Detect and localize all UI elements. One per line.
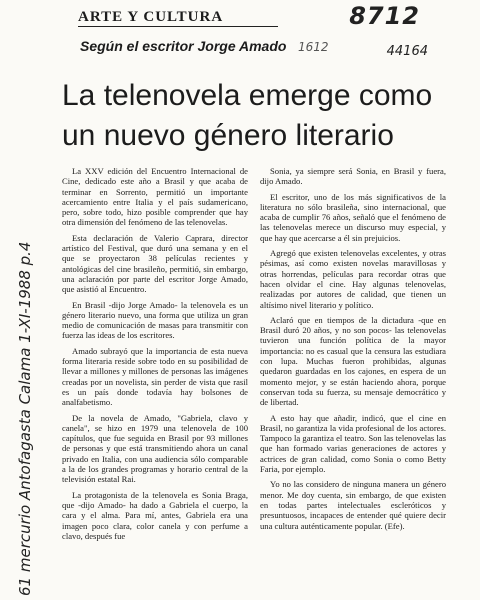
- paragraph: Amado subrayó que la importancia de esta nueva forma literaria reside sobre todo en su posibilidad de llevar a millones y millones de personas las imágenes creadas por un novelista, sin perder de vista que rasil es un país donde todavía hay bolsones de analfabetismo.: [62, 345, 248, 408]
- paragraph: Aclaró que en tiempos de la dictadura -que en Brasil duró 20 años, y no son pocos- las telenovelas tuvieron una función política de la mayor importancia: no es casual que la censura las estudiara con lupa. Muchas fueron prohibidas, algunas quedaron guardadas en los cajones, en espera de un momento mejor, y se están haciendo ahora, porque conservan toda su fuerza, su mensaje democrático y de libertad.: [260, 314, 446, 408]
- handwritten-side-note: 61 mercurio Antofagasta Calama 1-XI-1988 p.4: [16, 241, 34, 596]
- paragraph: A esto hay que añadir, indicó, que el cine en Brasil, no garantiza la vida profesional de los actores. Tampoco la garantiza el teatro. Son las telenovelas las que han formado varias generaciones de actores y actrices de gran calidad, como Sonia o como Betty Faria, por ejemplo.: [260, 412, 446, 475]
- article-byline: Según el escritor Jorge Amado: [80, 38, 287, 54]
- headline-line-1: La telenovela emerge como: [62, 79, 433, 112]
- paragraph: Yo no las considero de ninguna manera un género menor. Me doy cuenta, sin embargo, de que existen en todas partes intelectuales escleróticos y presuntuosos, incapaces de entender qué quiere decir una cultura auténticamente popular. (Efe).: [260, 479, 446, 531]
- article-headline: [62, 76, 462, 156]
- paragraph: En Brasil -dijo Jorge Amado- la telenovela es un género literario nuevo, una forma que utiliza un gran medio de comunicación de masas para transmitir con fuerza las ideas de los escritores.: [62, 299, 248, 341]
- paragraph: La XXV edición del Encuentro Internacional de Cine, dedicado este año a Brasil y que acaba de terminar en Sorrento, permitió un importante acercamiento entre Italia y el país sudamericano, pero, sobre todo, hizo posible comprender que hay otra dimensión del fenómeno de las telenovelas.: [62, 166, 248, 228]
- section-header: [78, 8, 278, 27]
- paragraph: Esta declaración de Valerio Caprara, director artístico del Festival, que duró una semana y en el que se proyectaron 38 películas recientes y antológicas del cine brasileño, permitió, sin embargo, una aclaración por parte del escritor Jorge Amado, que asistió al Encuentro.: [62, 232, 248, 295]
- handwritten-code-top: 8712: [349, 2, 420, 30]
- headline-line-2: un nuevo género literario: [62, 119, 394, 152]
- handwritten-code-side: 44164: [386, 44, 428, 59]
- paragraph: Agregó que existen telenovelas excelentes, y otras pésimas, así como existen novelas maravillosas y otras horrendas, películas para recordar otras que hacen olvidar el cine. Hay algunas telenovelas, realizadas por autores de calidad, que tienen un altísimo nivel literario y político.: [260, 248, 446, 310]
- paragraph: El escritor, uno de los más significativos de la literatura no sólo brasileña, sino internacional, que acaba de cumplir 76 años, señaló que el fenómeno de las telenovelas merece un discurso muy especial, y que hay que acercarse a él sin prejuicios.: [260, 191, 446, 243]
- section-label: ARTE Y CULTURA: [78, 9, 224, 25]
- paragraph: La protagonista de la telenovela es Sonia Braga, que -dijo Amado- ha dado a Gabriela el cuerpo, la cara y el alma. Para mí, antes, Gabriela era una imagen poco clara, color canela y con perfume a clavo, después fue: [62, 489, 248, 541]
- paragraph: De la novela de Amado, "Gabriela, clavo y canela", se hizo en 1979 una telenovela de 100 capítulos, que fue seguida en Brasil por 93 millones de personas y que está transmitiendo ahora un canal privado en Italia, con una audiencia sólo comparable a la de los grandes programas y horario central de la televisión estatal Rai.: [62, 412, 248, 485]
- article-column-left: [62, 166, 248, 546]
- paragraph: Sonia, ya siempre será Sonia, en Brasil y fuera, dijo Amado.: [260, 166, 446, 187]
- article-column-right: [260, 166, 446, 536]
- handwritten-code-sub: 1612: [298, 40, 329, 54]
